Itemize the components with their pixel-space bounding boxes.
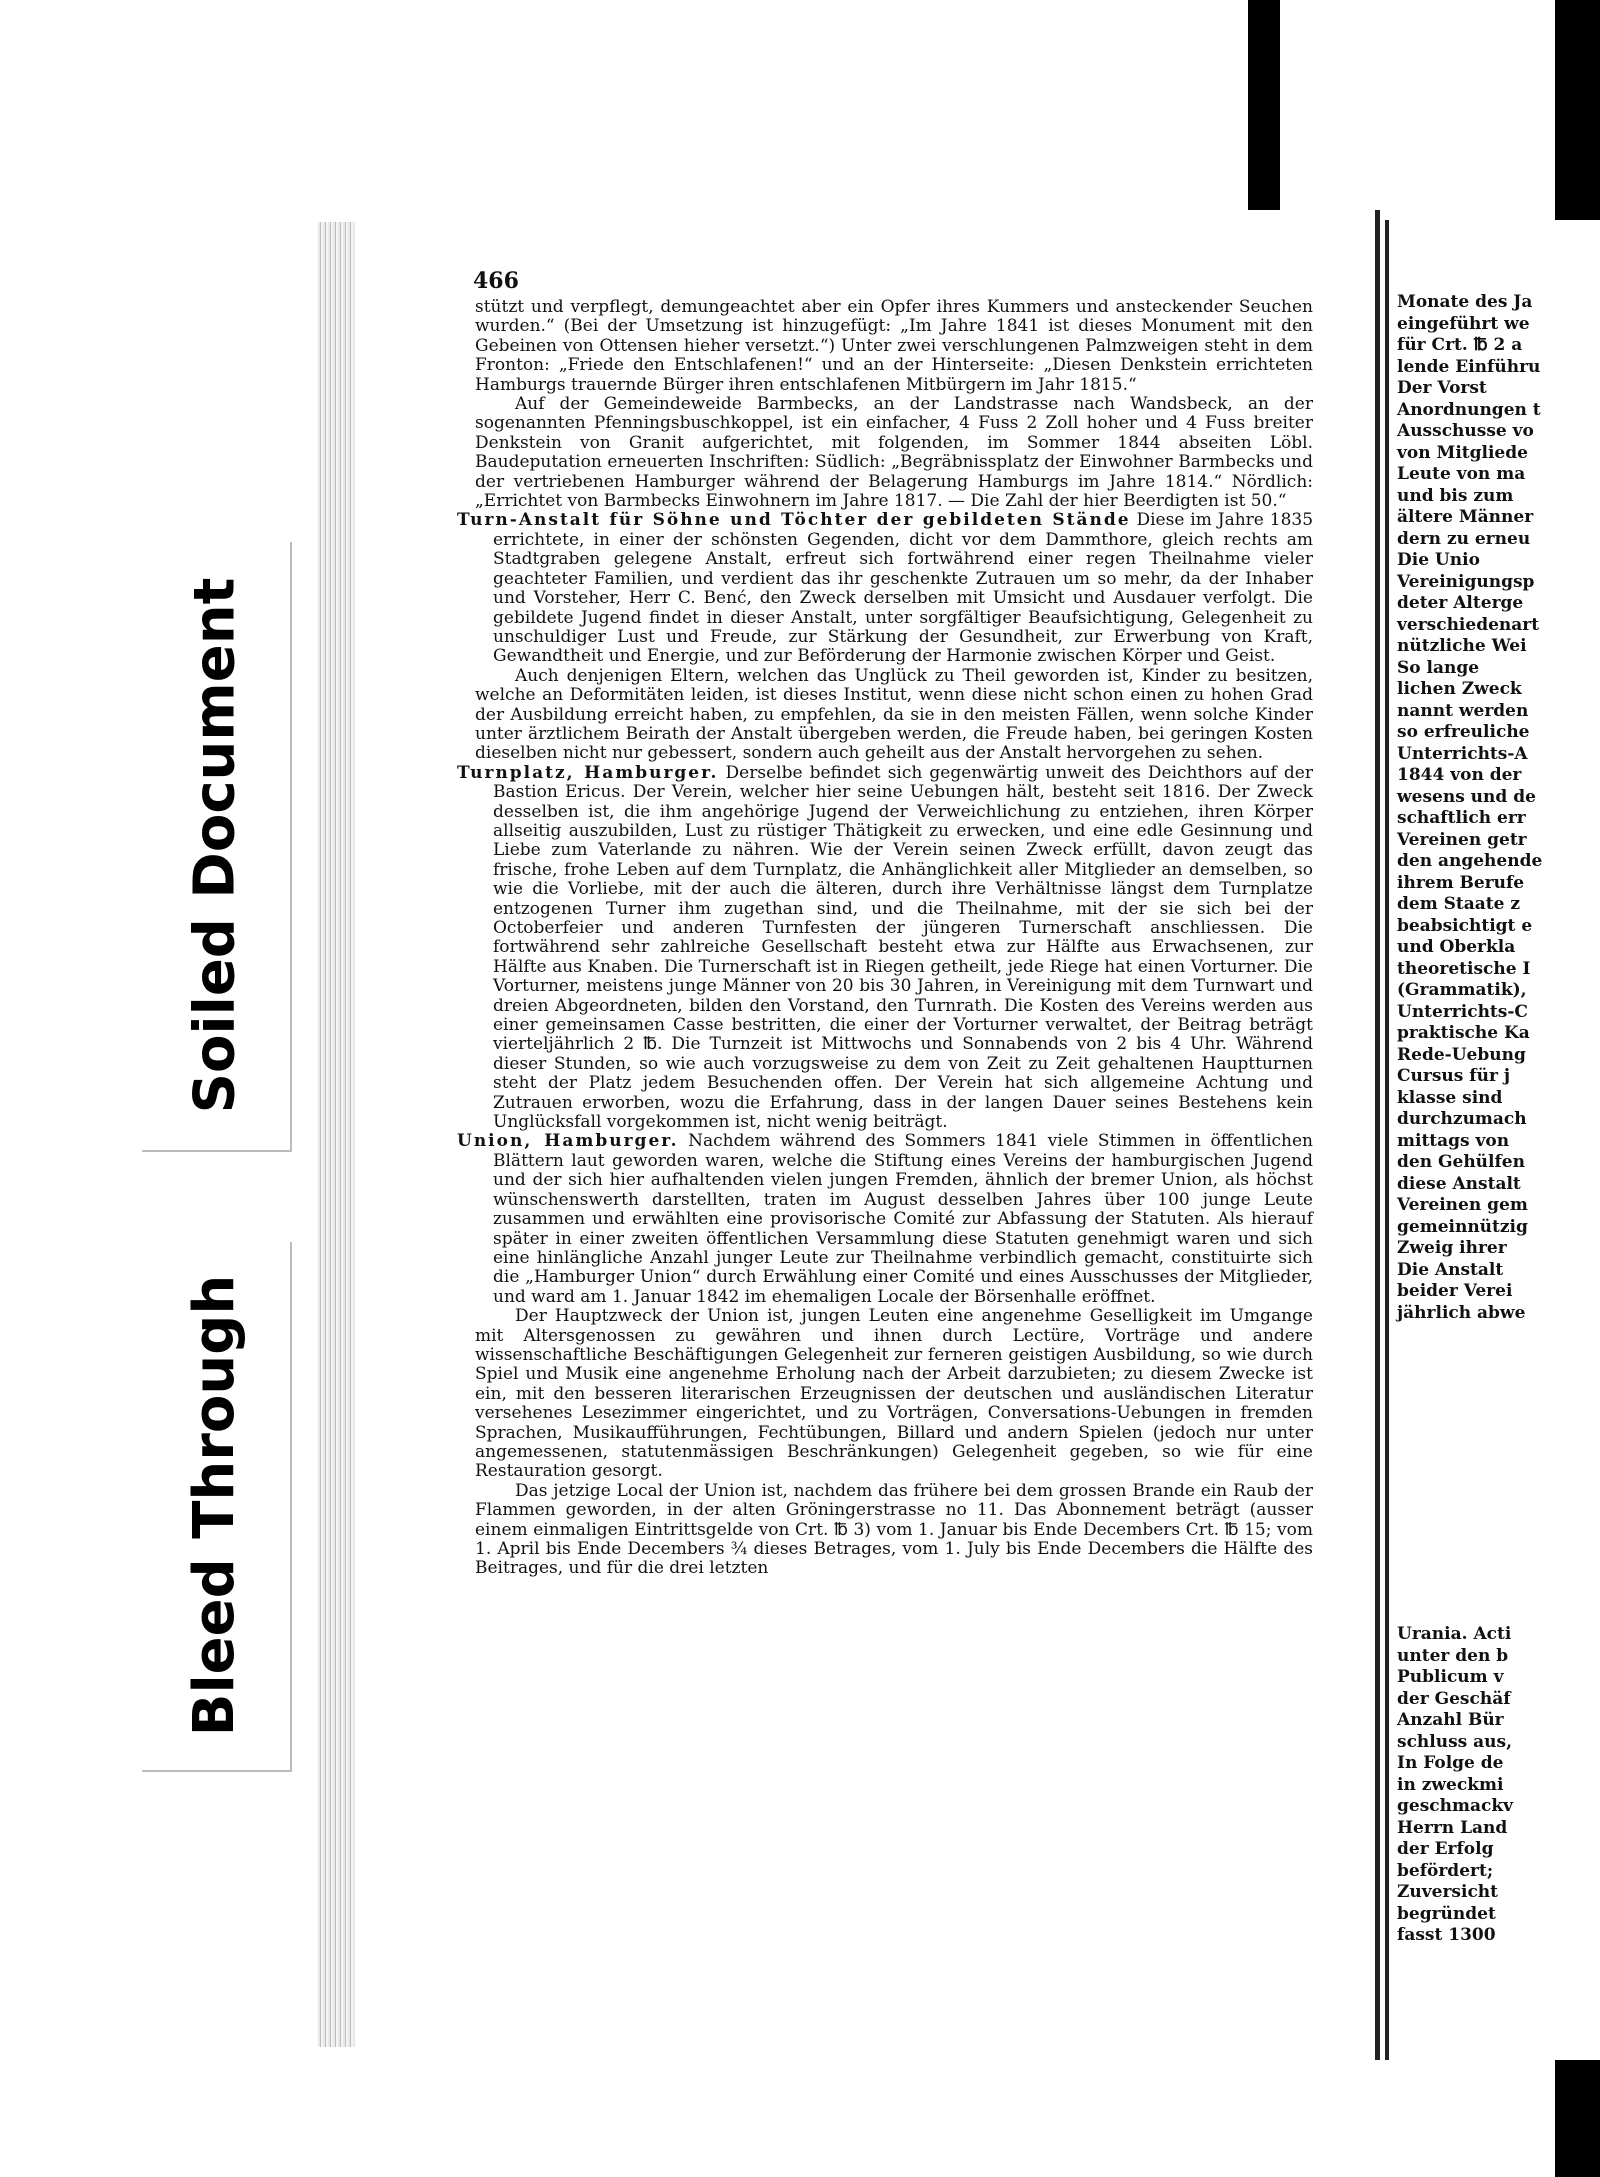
facing-page-line: Rede-Uebung [1397, 1044, 1526, 1065]
facing-page-line: theoretische I [1397, 958, 1531, 979]
facing-page-line: den Gehülfen [1397, 1152, 1525, 1172]
facing-page-top-block [1397, 292, 1600, 1324]
facing-page-line: deter Alterge [1397, 593, 1524, 613]
facing-page-line: verschiedenart [1397, 614, 1540, 635]
facing-page-line: Die Unio [1397, 550, 1480, 570]
facing-page-line: unter den b [1397, 1645, 1509, 1666]
facing-page-line: in zweckmi [1397, 1774, 1504, 1795]
facing-page-line: praktische Ka [1397, 1023, 1530, 1043]
facing-page-line: eingeführt we [1397, 313, 1530, 334]
soiled-document-tab [140, 540, 290, 1150]
bleed-through-tab [140, 1240, 290, 1770]
facing-page-line: beider Verei [1397, 1281, 1513, 1301]
entry-union [457, 1131, 1314, 1307]
facing-page-line: 1844 von der [1397, 765, 1522, 785]
entry-heading: Union, Hamburger. [457, 1131, 679, 1152]
paragraph: Das jetzige Local der Union ist, nachdem das frühere bei dem grossen Brande ein Raub der Flammen geworden, in der alten Gröningerstrasse no 11. Das Abonnement beträgt (ausser einem einmaligen Eintrittsgelde von Crt. ℔ 3) vom 1. Januar bis Ende Decembers Crt. ℔ 15; vom 1. April bis Ende Decembers ¾ dieses Betrages, vom 1. July bis Ende Decembers die Hälfte des Beitrages, und für die drei letzten [475, 1480, 1313, 1579]
facing-page-line: befördert; [1397, 1860, 1494, 1881]
facing-page-gap [1397, 1324, 1600, 1624]
facing-page-line: nannt werden [1397, 700, 1529, 721]
entry-text: Derselbe befindet sich gegenwärtig unweit des Deichthors auf der Bastion Ericus. Der Verein, welcher hier seine Uebungen hält, besteht seit 1816. Der Zweck desselben ist, die ihm angehörige Jugend der Verweichlichung zu entziehen, ihren Körper allseitig auszubilden, Lust zu rüstiger Thätigkeit zu erwecken, und eine edle Gesinnung und Liebe zum Vaterlande zu nähren. Wie der Verein seinen Zweck erfüllt, davon zeugt das frische, frohe Leben auf dem Turnplatz, die Anhänglichkeit aller Mitglieder an demselben, so wie die Vorliebe, mit der auch die älteren, durch ihre Verhältnisse längst dem Turnplatze entzogenen Turner ihm zugethan sind, und die Theilnahme, mit der sie sich bei der Octoberfeier und anderen Turnfesten der jüngeren Turnerschaft anschliessen. Die fortwährend sehr zahlreiche Gesellschaft besteht etwa zur Hälfte aus Erwachsenen, zur Hälfte aus Knaben. Die Turnerschaft ist in Riegen getheilt, jede Riege hat einen Vorturner. Die Vorturner, meistens junge Männer von 20 bis 30 Jahren, in Vereinigung mit dem Turnwart und dreien Abgeordneten, bilden den Vorstand, den Turnrath. Die Kosten des Vereins werden aus einer gemeinsamen Casse bestritten, die einer der Vorturner verwaltet, der Beitrag beträgt vierteljährlich 2 ℔. Die Turnzeit ist Mittwochs und Sonnabends von 2 bis 4 Uhr. Während dieser Stunden, so wie auch vorzugsweise zu dem von Zeit zu Zeit gehaltenen Hauptturnen steht der Platz jedem Besuchenden offen. Der Verein hat sich allgemeine Achtung und Zutrauen erworben, wozu die Erfahrung, dass in der langen Dauer seines Bestehens kein Unglücksfall vorgekommen ist, nicht wenig beiträgt. [493, 762, 1313, 1133]
facing-page-line: der Geschäf [1397, 1688, 1511, 1709]
facing-page-text [1397, 292, 1600, 1947]
facing-page-line: lende Einführu [1397, 356, 1541, 377]
facing-page-line: Unterrichts-A [1397, 743, 1528, 764]
facing-page-line: schluss aus, [1397, 1731, 1513, 1752]
facing-page-line: durchzumach [1397, 1109, 1527, 1129]
facing-page-line: der Erfolg [1397, 1839, 1494, 1859]
facing-page-line: lichen Zweck [1397, 679, 1522, 699]
facing-page-line: Ausschusse vo [1397, 421, 1534, 441]
paragraph: Auf der Gemeindeweide Barmbecks, an der Landstrasse nach Wandsbeck, an der sogenannten Pfenningsbuschkoppel, ist ein einfacher, 4 Fuss 2 Zoll hoher und 4 Fuss breiter Denkstein von Granit aufgerichtet, mit folgenden, im Sommer 1844 abseiten Löbl. Baudeputation erneuerten Inschriften: Südlich: „Begräbnissplatz der Einwohner Barmbecks und der vertriebenen Hamburger während der Belagerung Hamburgs im Jahre 1814.“ Nördlich: „Errichtet von Barmbecks Einwohnern im Jahre 1817. — Die Zahl der hier Beerdigten ist 50.“ [475, 394, 1313, 512]
entry-heading: Turnplatz, Hamburger. [457, 762, 719, 783]
facing-page-line: den angehende [1397, 851, 1543, 871]
facing-page-line: Herrn Land [1397, 1817, 1508, 1838]
facing-page-line: fasst 1300 [1397, 1925, 1496, 1945]
bleed-through-label: Bleed Through [182, 1274, 248, 1736]
facing-page-line: In Folge de [1397, 1753, 1504, 1773]
page-number: 466 [473, 268, 519, 294]
entry-turn-anstalt [457, 510, 1314, 667]
facing-page-line: wesens und de [1397, 786, 1536, 807]
facing-page-line: von Mitgliede [1397, 442, 1528, 463]
facing-page-line: Publicum v [1397, 1667, 1504, 1687]
entry-text: Diese im Jahre 1835 errichtete, in einer der schönsten Gegenden, dicht vor dem Dammthore, gleich rechts am Stadtgraben gelegene Anstalt, erfreut sich fortwährend einer regen Theilnahme vieler geachteter Familien, und verdient das ihr geschenkte Zutrauen um so mehr, da der Inhaber und Vorsteher, Herr C. Benć, den Zweck derselben mit Umsicht und Ausdauer verfolgt. Die gebildete Jugend findet in dieser Anstalt, unter sorgfältiger Beaufsichtigung, Gelegenheit zu unschuldiger Lust und Freude, zur Stärkung der Gesundheit, zur Erwerbung von Kraft, Gewandtheit und Energie, und zur Beförderung der Harmonie zwischen Körper und Geist. [493, 510, 1314, 667]
facing-page-line: begründet [1397, 1903, 1496, 1924]
facing-page-line: und bis zum [1397, 485, 1514, 506]
facing-page-line: geschmackv [1397, 1796, 1513, 1816]
facing-page-line: diese Anstalt [1397, 1173, 1521, 1194]
book-page [355, 210, 1380, 2060]
facing-page-line: Anzahl Bür [1397, 1710, 1504, 1730]
soiled-document-label: Soiled Document [182, 577, 248, 1113]
facing-page-line: Leute von ma [1397, 464, 1526, 484]
facing-page [1385, 220, 1600, 2060]
facing-page-bottom-block [1397, 1624, 1600, 1947]
facing-page-line: ältere Männer [1397, 507, 1534, 527]
facing-page-line: schaftlich err [1397, 808, 1526, 828]
entry-turnplatz [457, 762, 1313, 1133]
page-stack-edge [318, 222, 358, 2047]
page-body [457, 297, 1314, 1579]
facing-page-line: so erfreuliche [1397, 722, 1530, 742]
facing-page-line: mittags von [1397, 1130, 1510, 1151]
facing-page-line: Die Anstalt [1397, 1259, 1504, 1280]
facing-page-line: Cursus für j [1397, 1066, 1510, 1086]
facing-page-line: jährlich abwe [1397, 1302, 1526, 1323]
facing-page-line: nützliche Wei [1397, 636, 1527, 656]
facing-page-line: Der Vorst [1397, 378, 1487, 398]
facing-page-line: dem Staate z [1397, 894, 1521, 914]
facing-page-line: Zweig ihrer [1397, 1238, 1507, 1258]
facing-page-line: Vereinigungsp [1397, 571, 1535, 592]
facing-page-line: Urania. Acti [1397, 1624, 1512, 1644]
facing-page-line: ihrem Berufe [1397, 872, 1525, 893]
paragraph: stützt und verpflegt, demungeachtet aber ein Opfer ihres Kummers und ansteckender Seuchen wurden.“ (Bei der Umsetzung ist hinzugefügt: „Im Jahre 1841 ist dieses Monument mit den Gebeinen von Ottensen hieher versetzt.“) Unter zwei verschlungenen Palmzweigen steht in dem Fronton: „Friede den Entschlafenen!“ und an der Hinterseite: „Diesen Denkstein errichteten Hamburgs trauernde Bürger ihren entschlafenen Mitbürgern im Jahr 1815.“ [475, 297, 1313, 395]
facing-page-line: und Oberkla [1397, 937, 1516, 957]
facing-page-line: So lange [1397, 657, 1480, 678]
facing-page-line: für Crt. ℔ 2 a [1397, 335, 1523, 355]
facing-page-line: Vereinen gem [1397, 1195, 1528, 1215]
facing-page-line: Monate des Ja [1397, 292, 1533, 312]
paragraph: Auch denjenigen Eltern, welchen das Unglück zu Theil geworden ist, Kinder zu besitzen, welche an Deformitäten leiden, ist dieses Institut, wenn diese nicht schon einen zu hohen Grad der Ausbildung erreicht haben, zu empfehlen, da sie in den meisten Fällen, wenn solche Kinder unter ärztlichem Beirath der Anstalt übergeben werden, die Freude haben, bei geringen Kosten dieselben nicht nur gebessert, sondern auch geheilt aus der Anstalt hervorgehen zu sehen. [475, 665, 1313, 764]
facing-page-line: gemeinnützig [1397, 1216, 1528, 1237]
facing-page-line: klasse sind [1397, 1087, 1503, 1108]
facing-page-line: dern zu erneu [1397, 528, 1531, 549]
facing-page-line: Unterrichts-C [1397, 1001, 1528, 1022]
facing-page-line: Zuversicht [1397, 1882, 1499, 1902]
scan-border-top-right [1248, 0, 1280, 215]
entry-text: Nachdem während des Sommers 1841 viele Stimmen in öffentlichen Blättern laut geworden waren, welche die Stiftung eines Vereins der hamburgischen Jugend und der sich hier aufhaltenden vielen jungen Fremden, ähnlich der bremer Union, als höchst wünschenswerth darstellten, traten im August desselben Jahres über 100 junge Leute zusammen und erwählten eine provisorische Comité zur Abfassung der Statuten. Als hierauf später in einer zweiten öffentlichen Versammlung diese Statuten genehmigt waren und sich eine hinlängliche Anzahl junger Leute zur Theilnahme verbindlich gemacht, constituirte sich die „Hamburger Union“ durch Erwählung einer Comité und eines Ausschusses der Mitglieder, und ward am 1. Januar 1842 im ehemaligen Locale der Börsenhalle eröffnet. [493, 1131, 1314, 1307]
facing-page-line: Vereinen getr [1397, 829, 1527, 850]
entry-heading: Turn-Anstalt für Söhne und Töchter der gebildeten Stände [457, 510, 1131, 531]
facing-page-line: Anordnungen t [1397, 399, 1541, 420]
paragraph: Der Hauptzweck der Union ist, jungen Leuten eine angenehme Geselligkeit im Umgange mit Altersgenossen zu gewähren und ihnen durch Lectüre, Vorträge und andere wissenschaftliche Beschäftigungen Gelegenheit zur ferneren geistigen Ausbildung, so wie durch Spiel und Musik eine angenehme Erholung nach der Arbeit darzubieten; zu diesem Zwecke ist ein, mit den besseren literarischen Erzeugnissen der deutschen und ausländischen Literatur versehenes Lesezimmer eingerichtet, und zu Vorträgen, Conversations-Uebungen in fremden Sprachen, Musikaufführungen, Fechtübungen, Billard und andern Spielen (jedoch nur unter angemessenen, statutenmässigen Beschränkungen) Gelegenheit gegeben, so wie für eine Restauration gesorgt. [475, 1306, 1313, 1482]
facing-page-line: beabsichtigt e [1397, 915, 1533, 936]
facing-page-line: (Grammatik), [1397, 980, 1527, 1000]
